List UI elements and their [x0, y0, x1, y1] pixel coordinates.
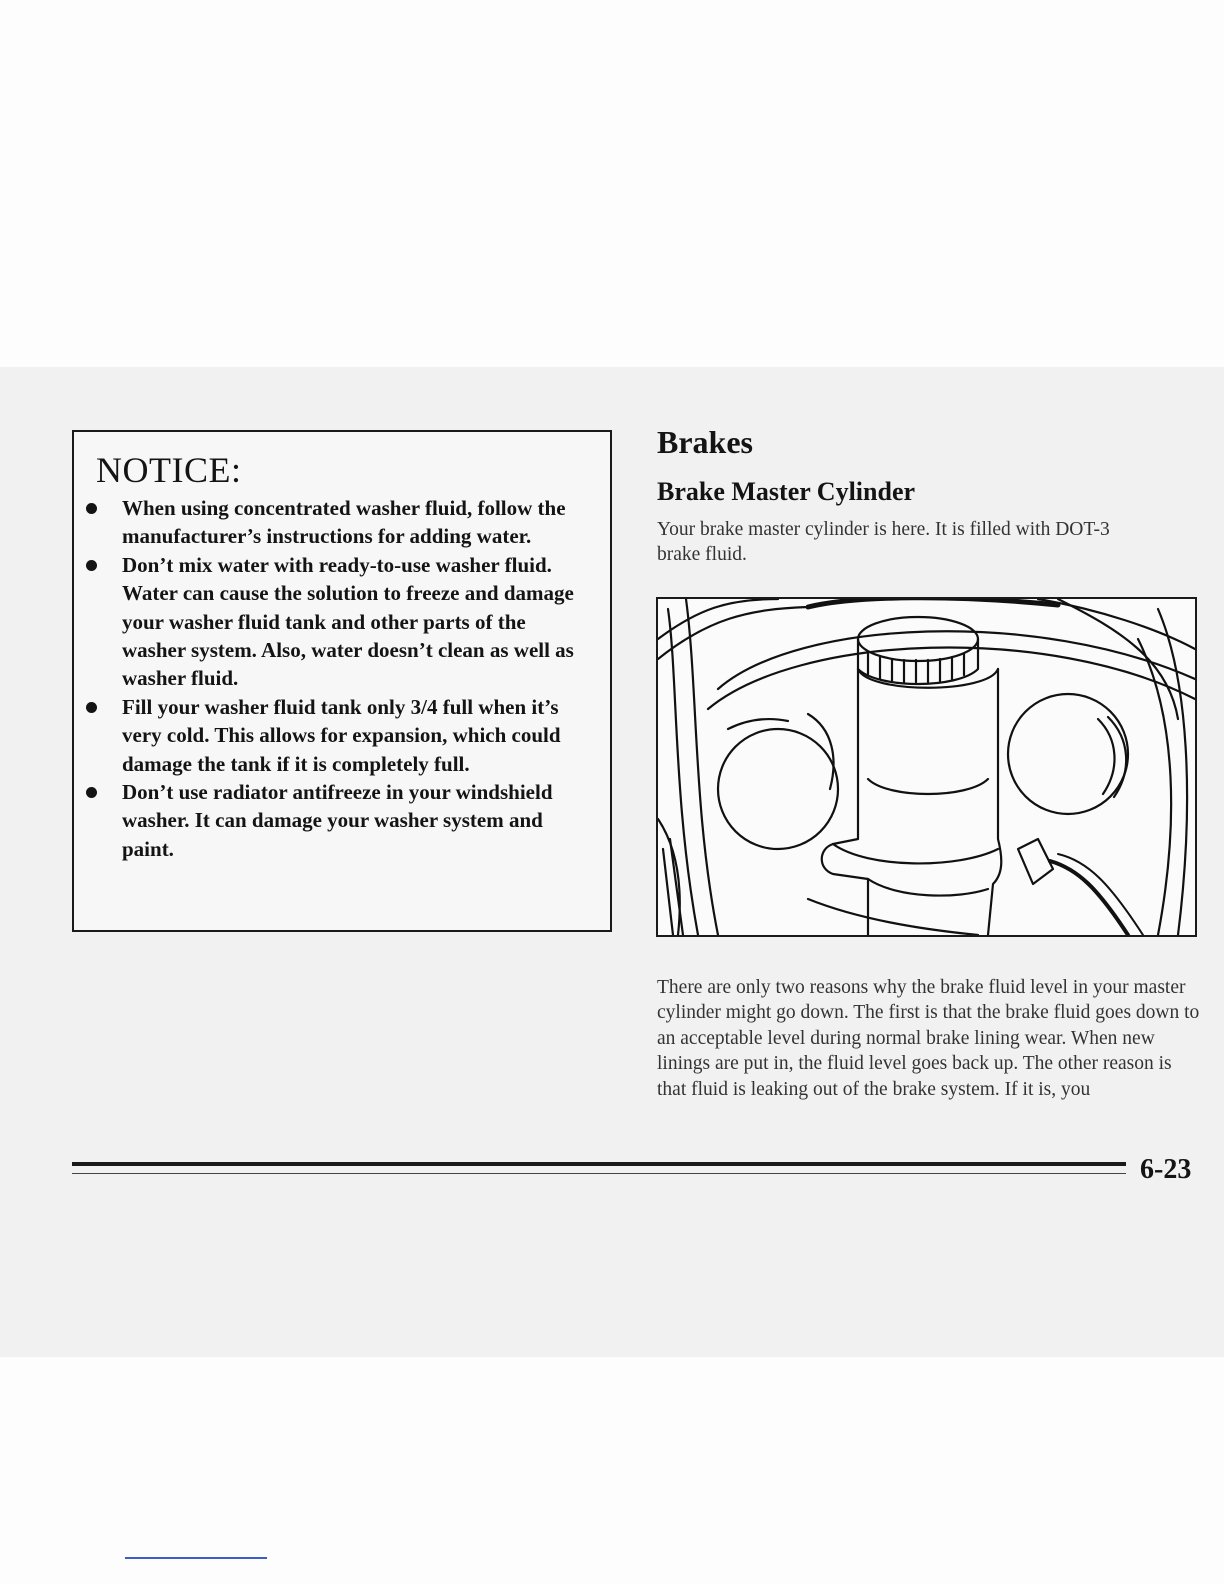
- brake-master-cylinder-illustration: [656, 597, 1197, 937]
- intro-paragraph: Your brake master cylinder is here. It is filled with DOT-3 brake fluid.: [657, 519, 1110, 566]
- bullet-icon: [86, 702, 97, 713]
- bullet-icon: [86, 787, 97, 798]
- section-title: Brakes: [657, 424, 753, 460]
- notice-item: Fill your washer fluid tank only 3/4 full when it’s very cold. This allows for expansion, which could damage the tank if it is completely full.: [74, 693, 610, 778]
- notice-list: [74, 494, 610, 863]
- notice-box: [72, 430, 612, 932]
- section-subtitle: Brake Master Cylinder: [657, 477, 916, 506]
- footer-link-underline[interactable]: [125, 1557, 267, 1559]
- page-number: 6-23: [1140, 1154, 1192, 1185]
- bullet-icon: [86, 503, 97, 514]
- footer-rule: [72, 1162, 1126, 1166]
- notice-item: Don’t mix water with ready-to-use washer fluid. Water can cause the solution to freeze and damage your washer fluid tank and other parts of the washer system. Also, water doesn’t clean as well as washer fluid.: [74, 551, 610, 693]
- notice-item: Don’t use radiator antifreeze in your windshield washer. It can damage your washer system and paint.: [74, 778, 610, 863]
- notice-item: When using concentrated washer fluid, follow the manufacturer’s instructions for adding water.: [74, 494, 610, 551]
- footer-rule-thin: [72, 1173, 1126, 1174]
- body-paragraph: There are only two reasons why the brake fluid level in your master cylinder might go down. The first is that the brake fluid goes down to an acceptable level during normal brake lining wear. When new linings are put in, the fluid level goes back up. The other reason is that fluid is leaking out of the brake system. If it is, you: [657, 977, 1200, 1100]
- bullet-icon: [86, 560, 97, 571]
- notice-title: NOTICE:: [96, 450, 242, 490]
